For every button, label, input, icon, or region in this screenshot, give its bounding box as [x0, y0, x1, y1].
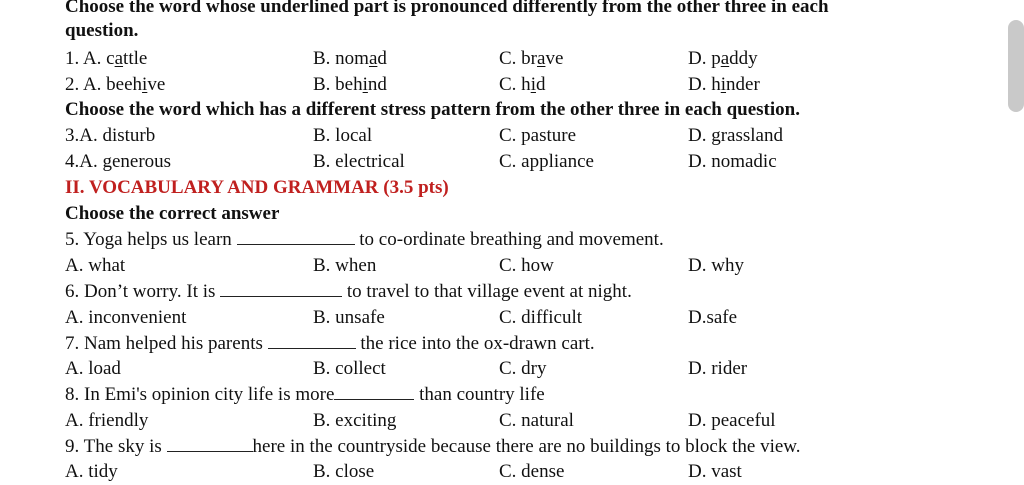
q8-option-d: D. peaceful — [688, 410, 776, 431]
q3-option-a: 3.A. disturb — [65, 125, 156, 146]
q9-option-a: A. tidy — [65, 461, 118, 482]
q3-option-b: B. local — [313, 125, 373, 146]
q2-option-c: C. hid — [499, 74, 546, 95]
q4-option-c: C. appliance — [499, 151, 594, 172]
q5-stem: 5. Yoga helps us learn to co-ordinate breathing and movement. — [65, 229, 664, 250]
q7-blank — [268, 333, 356, 349]
q6-option-b: B. unsafe — [313, 307, 385, 328]
q5-blank — [237, 229, 355, 245]
q8-blank — [334, 384, 414, 400]
q6-option-a: A. inconvenient — [65, 307, 187, 328]
section-heading-vocabulary: II. VOCABULARY AND GRAMMAR (3.5 pts) — [65, 177, 449, 198]
q8-option-c: C. natural — [499, 410, 574, 431]
q7-option-d: D. rider — [688, 358, 748, 379]
q6-stem: 6. Don’t worry. It is to travel to that village event at night. — [65, 281, 632, 302]
instruction-stress: Choose the word which has a different stress pattern from the other three in each question. — [65, 99, 800, 120]
instruction-pronunciation-cont: question. — [65, 20, 139, 41]
q3-option-d: D. grassland — [688, 125, 783, 146]
q9-stem: 9. The sky is here in the countryside because there are no buildings to block the view. — [65, 436, 801, 457]
instruction-choose-answer: Choose the correct answer — [65, 203, 280, 224]
q9-option-b: B. close — [313, 461, 375, 482]
q5-option-c: C. how — [499, 255, 554, 276]
q5-option-d: D. why — [688, 255, 744, 276]
q7-stem: 7. Nam helped his parents the rice into the ox-drawn cart. — [65, 333, 595, 354]
vertical-scrollbar-thumb[interactable] — [1008, 20, 1024, 112]
q2-option-b: B. behind — [313, 74, 387, 95]
q7-option-a: A. load — [65, 358, 121, 379]
q8-stem: 8. In Emi's opinion city life is more than country life — [65, 384, 545, 405]
q5-option-a: A. what — [65, 255, 126, 276]
q4-option-b: B. electrical — [313, 151, 405, 172]
q9-option-d: D. vast — [688, 461, 742, 482]
q1-option-d: D. paddy — [688, 48, 758, 69]
q4-option-d: D. nomadic — [688, 151, 777, 172]
q6-option-d: D.safe — [688, 307, 738, 328]
q1-option-c: C. brave — [499, 48, 564, 69]
q7-option-b: B. collect — [313, 358, 386, 379]
q9-option-c: C. dense — [499, 461, 565, 482]
q3-option-c: C. pasture — [499, 125, 577, 146]
q8-option-b: B. exciting — [313, 410, 397, 431]
q9-blank — [167, 436, 253, 452]
q1-option-b: B. nomad — [313, 48, 387, 69]
q5-option-b: B. when — [313, 255, 377, 276]
instruction-pronunciation: Choose the word whose underlined part is pronounced differently from the other three in each — [65, 0, 829, 17]
q4-option-a: 4.A. generous — [65, 151, 172, 172]
q2-option-a: 2. A. beehive — [65, 74, 166, 95]
q1-option-a: 1. A. cattle — [65, 48, 148, 69]
q2-option-d: D. hinder — [688, 74, 760, 95]
q8-option-a: A. friendly — [65, 410, 149, 431]
q6-option-c: C. difficult — [499, 307, 583, 328]
q7-option-c: C. dry — [499, 358, 547, 379]
q6-blank — [220, 281, 342, 297]
